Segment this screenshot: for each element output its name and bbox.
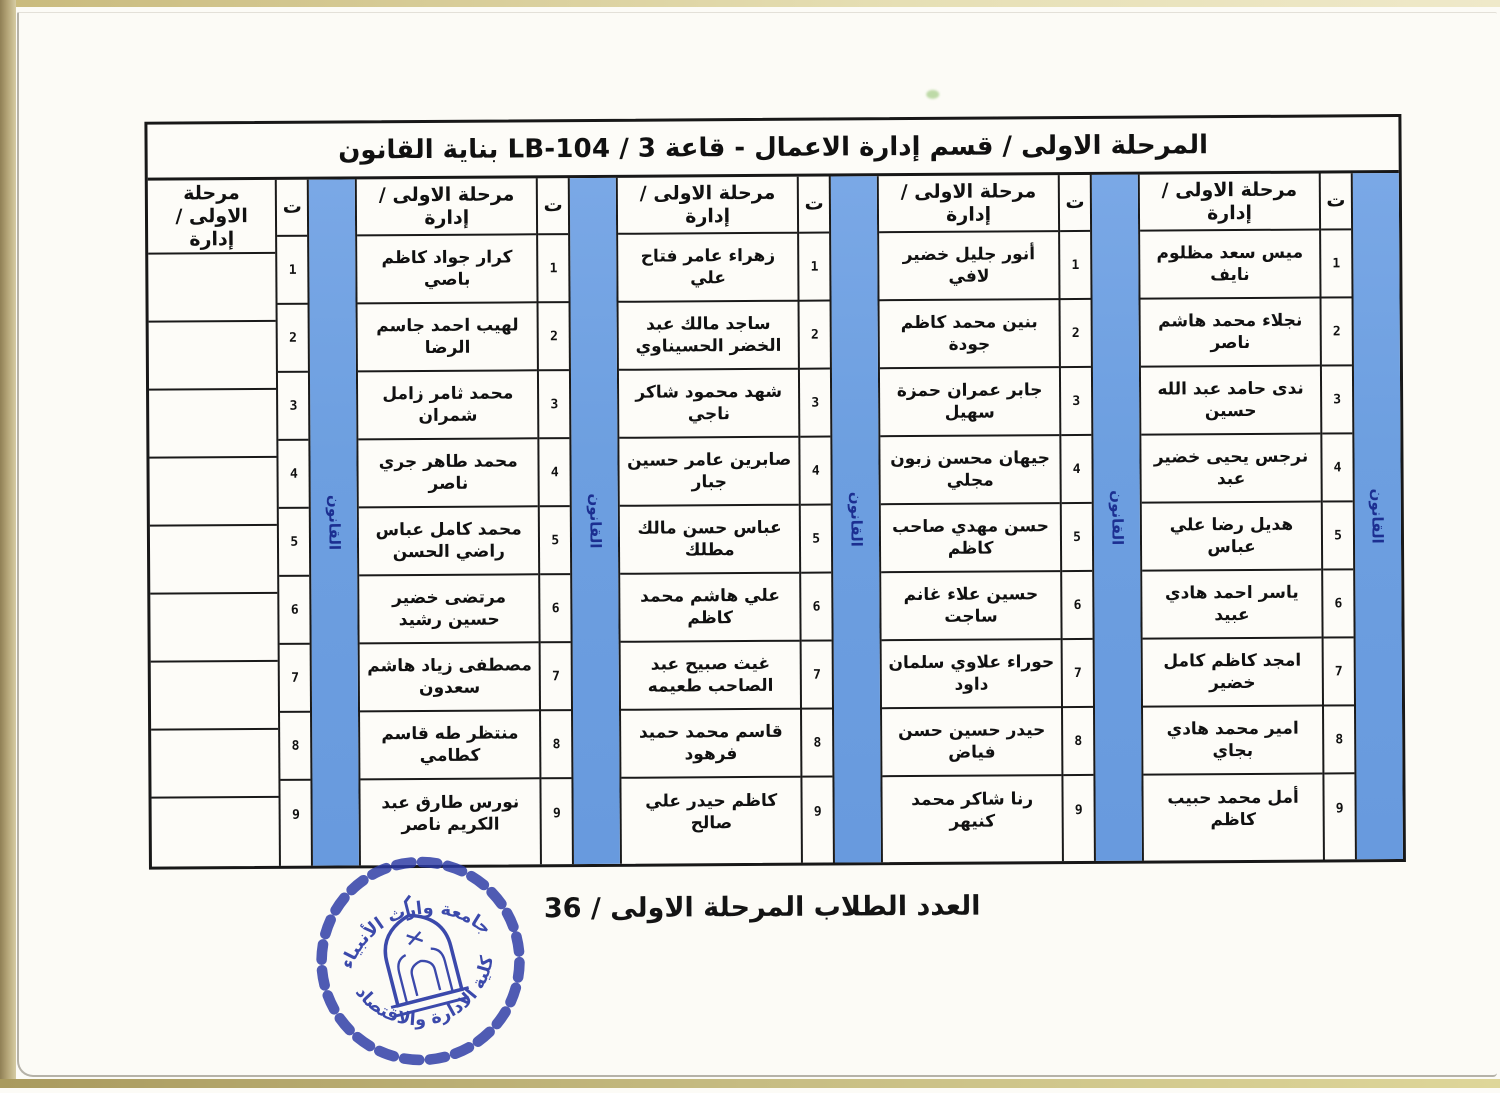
serial-cell: 7 (1063, 640, 1093, 708)
names-column (1138, 174, 1323, 861)
serial-cell: 4 (1322, 434, 1352, 502)
strip-rotated-label: القانون (1107, 490, 1127, 546)
student-name-cell: أمل محمد حبيب كاظم (1167, 787, 1299, 831)
serial-cell: 7 (802, 642, 832, 710)
student-name-cell: شهد محمود شاكر ناجي (619, 370, 798, 439)
serial-cell: 7 (280, 645, 310, 713)
student-count-text: العدد الطلاب المرحلة الاولى / 36 (543, 890, 981, 925)
serial-cell: 1 (1321, 230, 1351, 298)
names-header-cell: مرحلة الاولى / إدارة (357, 178, 536, 236)
student-name-cell: ياسر احمد هادي عبيد (1142, 571, 1321, 640)
student-name-cell (152, 798, 280, 867)
university-stamp (314, 854, 527, 1067)
serial-cell: 5 (1323, 502, 1353, 570)
student-name-cell (149, 390, 277, 459)
names-column (877, 175, 1062, 862)
student-name-cell: غيث صبيح عبد الصاحب طعيمه (621, 642, 800, 711)
serial-header-cell: ت (799, 177, 829, 234)
student-name-cell: بنين محمد كاظم جودة (880, 300, 1059, 369)
student-name-cell: محمد طاهر جري ناصر (359, 439, 538, 508)
serial-cell: 4 (801, 438, 831, 506)
serial-cell: 5 (801, 506, 831, 574)
serial-cell: 1 (1060, 232, 1090, 300)
names-header-cell: مرحلة الاولى / إدارة (879, 175, 1058, 233)
student-name-cell: ساجد مالك عبد الخضر الحسيناوي (619, 302, 798, 371)
serial-cell: 9 (292, 807, 300, 823)
student-name-cell (150, 526, 278, 595)
serial-cell: 6 (1062, 572, 1092, 640)
serial-cell: 7 (1324, 638, 1354, 706)
strip-rotated-label: القانون (846, 491, 866, 548)
blue-divider-strip (1351, 173, 1403, 860)
serial-column (275, 180, 311, 867)
column-group-5 (148, 179, 360, 867)
strip-rotated-label: القانون (1368, 488, 1388, 544)
serial-cell: 3 (278, 373, 308, 441)
serial-header-cell: ت (277, 180, 307, 237)
serial-cell: 2 (800, 302, 830, 370)
table-body (148, 173, 1403, 867)
serial-header-cell: ت (538, 178, 568, 235)
names-header-cell: مرحلة الاولى / إدارة (1140, 174, 1319, 232)
student-table (144, 114, 1406, 870)
serial-cell: 2 (1061, 300, 1091, 368)
serial-cell: 2 (1322, 298, 1352, 366)
serial-cell: 1 (799, 234, 829, 302)
serial-cell: 2 (539, 303, 569, 371)
student-name-cell: مصطفى زياد هاشم سعدون (360, 643, 539, 712)
student-name-cell: لهيب احمد جاسم الرضا (358, 303, 537, 372)
serial-column (1319, 173, 1355, 860)
stamp-top-text: جامعة وارث الأنبياء (337, 898, 495, 972)
student-name-cell: امجد كاظم كامل خضير (1143, 639, 1322, 708)
serial-cell: 8 (1063, 708, 1093, 776)
serial-cell: 5 (1062, 504, 1092, 572)
student-name-cell: علي هاشم محمد كاظم (620, 574, 799, 643)
student-name-cell: حسين علاء غانم ساجت (881, 572, 1060, 641)
serial-cell: 9 (1074, 802, 1083, 818)
student-name-cell: نرجس يحيى خضير عبد (1141, 435, 1320, 504)
student-name-cell (149, 458, 277, 527)
student-name-cell (151, 730, 279, 799)
names-header-cell: مرحلة الاولى / إدارة (148, 180, 276, 255)
blue-divider-strip (568, 178, 620, 865)
table-title: المرحلة الاولى / قسم إدارة الاعمال - قاعة 3 / LB-104 بناية القانون (147, 117, 1398, 181)
serial-cell: 4 (540, 439, 570, 507)
student-name-cell: حوراء علاوي سلمان داود (882, 640, 1061, 709)
names-column (355, 178, 540, 865)
student-name-cell: جيهان محسن زبون مجلي (881, 436, 1060, 505)
student-name-cell: امير محمد هادي بجاي (1143, 707, 1322, 776)
student-name-cell: محمد كامل عباس راضي الحسن (359, 507, 538, 576)
student-name-cell: حيدر حسين حسن فياض (882, 708, 1061, 777)
serial-cell: 8 (280, 713, 310, 781)
serial-cell: 9 (813, 804, 822, 820)
serial-cell: 3 (800, 370, 830, 438)
student-name-cell: رنا شاكر محمد كنيهر (911, 789, 1034, 832)
student-name-cell: ميس سعد مظلوم نايف (1140, 231, 1319, 300)
student-name-cell: محمد ثامر زامل شمران (358, 371, 537, 440)
student-name-cell: زهراء عامر فتاح علي (618, 234, 797, 303)
student-name-cell: عباس حسن مالك مطلك (620, 506, 799, 575)
serial-cell: 9 (1335, 800, 1344, 816)
column-group-2 (877, 175, 1142, 863)
student-name-cell: منتظر طه قاسم كطامي (360, 711, 539, 780)
blue-divider-strip (1090, 175, 1142, 862)
blue-divider-strip (307, 179, 359, 866)
serial-cell: 6 (280, 577, 310, 645)
blue-divider-strip (829, 176, 881, 863)
serial-cell: 3 (1061, 368, 1091, 436)
serial-cell: 6 (540, 575, 570, 643)
serial-cell: 7 (541, 643, 571, 711)
student-name-cell: نجلاء محمد هاشم ناصر (1141, 299, 1320, 368)
student-name-cell (151, 662, 279, 731)
student-name-cell: ندى حامد عبد الله حسين (1141, 367, 1320, 436)
student-name-cell: هديل رضا علي عباس (1142, 503, 1321, 572)
student-name-cell (150, 594, 278, 663)
serial-header-cell: ت (1321, 173, 1351, 230)
names-header-cell: مرحلة الاولى / إدارة (618, 177, 797, 235)
student-name-cell: صابرين عامر حسين جبار (620, 438, 799, 507)
serial-cell: 5 (279, 509, 309, 577)
serial-cell: 8 (541, 711, 571, 779)
serial-header-cell: ت (1060, 175, 1090, 232)
scan-speck (926, 90, 939, 99)
serial-cell: 8 (1324, 706, 1354, 774)
column-group-4 (355, 178, 620, 866)
student-name-cell: حسن مهدي صاحب كاظم (881, 504, 1060, 573)
serial-cell: 3 (1322, 366, 1352, 434)
strip-rotated-label: القانون (585, 493, 605, 549)
serial-cell: 2 (278, 305, 308, 373)
column-group-3 (616, 176, 881, 864)
names-column (148, 180, 280, 867)
serial-cell: 8 (802, 710, 832, 778)
serial-cell: 6 (801, 574, 831, 642)
serial-cell: 3 (539, 371, 569, 439)
column-group-1 (1138, 173, 1403, 861)
serial-column (797, 177, 833, 864)
stamp-bottom-text: كلية الادارة والاقتصاد (351, 954, 498, 1031)
strip-rotated-label: القانون (324, 495, 344, 551)
serial-cell: 1 (277, 237, 307, 305)
student-name-cell: قاسم محمد حميد فرهود (621, 710, 800, 779)
student-name-cell: أنور جليل خضير لافي (879, 232, 1058, 301)
serial-column (1058, 175, 1094, 862)
serial-cell: 4 (1061, 436, 1091, 504)
student-name-cell (149, 322, 277, 391)
serial-cell: 6 (1323, 570, 1353, 638)
student-name-cell: مرتضى خضير حسين رشيد (360, 575, 539, 644)
student-name-cell: كاظم حيدر علي صالح (645, 790, 778, 834)
student-name-cell: كرار جواد كاظم باصي (357, 235, 536, 304)
serial-cell: 9 (552, 805, 561, 821)
serial-cell: 5 (540, 507, 570, 575)
names-column (616, 177, 801, 864)
serial-column (536, 178, 572, 865)
student-name-cell: جابر عمران حمزة سهيل (880, 368, 1059, 437)
serial-cell: 4 (279, 441, 309, 509)
serial-cell: 1 (538, 235, 568, 303)
student-name-cell (148, 254, 276, 323)
student-name-cell: نورس طارق عبد الكريم ناصر (381, 792, 520, 836)
